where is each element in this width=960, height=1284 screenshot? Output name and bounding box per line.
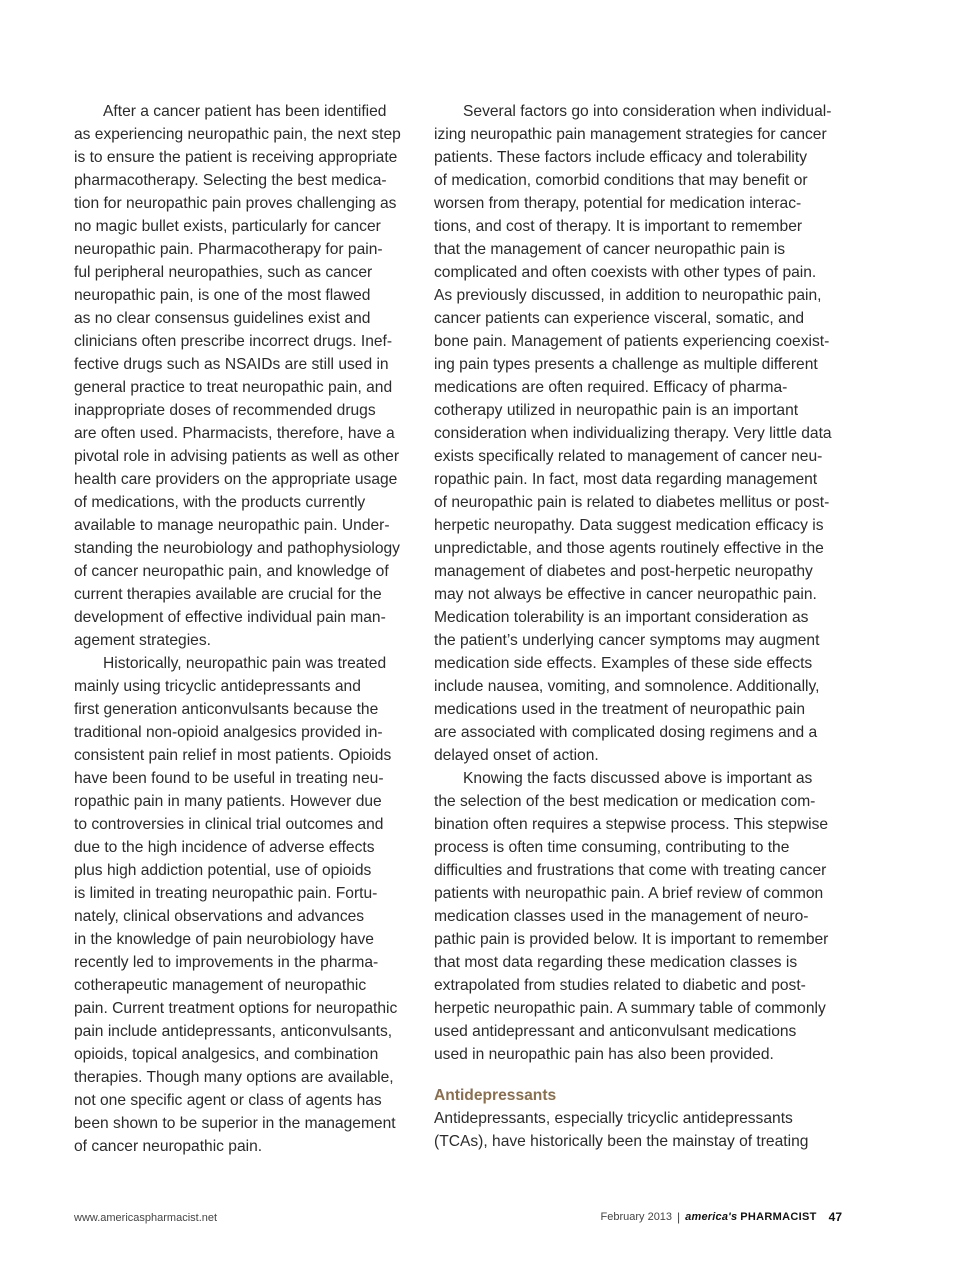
- text-line: recently led to improvements in the pharma-: [74, 954, 379, 971]
- text-line: nately, clinical observations and advances: [74, 908, 365, 925]
- text-line: After a cancer patient has been identified: [103, 103, 387, 120]
- text-line: complicated and often coexists with other types of pain.: [434, 264, 817, 281]
- text-line: medication side effects. Examples of these side effects: [434, 655, 813, 672]
- text-line: cotherapeutic management of neuropathic: [74, 977, 367, 994]
- text-line: medication classes used in the management of neuro-: [434, 908, 809, 925]
- text-line: As previously discussed, in addition to neuropathic pain,: [434, 287, 822, 304]
- text-line: have been found to be useful in treating neu-: [74, 770, 384, 787]
- text-line: process is often time consuming, contributing to the: [434, 839, 790, 856]
- text-line: are often used. Pharmacists, therefore, have a: [74, 425, 395, 442]
- text-line: bination often requires a stepwise process. This stepwise: [434, 816, 829, 833]
- text-line: cancer patients can experience visceral, somatic, and: [434, 310, 805, 327]
- text-line: neuropathic pain, is one of the most flawed: [74, 287, 371, 304]
- text-line: medications used in the treatment of neuropathic pain: [434, 701, 806, 718]
- text-line: not one specific agent or class of agents has: [74, 1092, 382, 1109]
- text-line: traditional non-opioid analgesics provided in-: [74, 724, 383, 741]
- text-line: due to the high incidence of adverse effects: [74, 839, 375, 856]
- text-line: of cancer neuropathic pain.: [74, 1138, 263, 1155]
- text-line: of medication, comorbid conditions that may benefit or: [434, 172, 808, 189]
- text-line: patients. These factors include efficacy and tolerability: [434, 149, 808, 166]
- text-line: is to ensure the patient is receiving appropriate: [74, 149, 398, 166]
- text-line: ful peripheral neuropathies, such as cancer: [74, 264, 373, 281]
- text-line: patients with neuropathic pain. A brief review of common: [434, 885, 824, 902]
- text-line: available to manage neuropathic pain. Under-: [74, 517, 390, 534]
- text-line: medications are often required. Efficacy of pharma-: [434, 379, 788, 396]
- page-footer: [74, 1210, 842, 1228]
- text-line: bone pain. Management of patients experiencing coexist-: [434, 333, 830, 350]
- issue-date: February 2013: [600, 1211, 673, 1223]
- section-spacer: [434, 1066, 844, 1084]
- text-line: mainly using tricyclic antidepressants and: [74, 678, 361, 695]
- text-line: delayed onset of action.: [434, 747, 599, 764]
- text-line: worsen from therapy, potential for medication interac-: [434, 195, 802, 212]
- text-line: ropathic pain in many patients. However due: [74, 793, 382, 810]
- text-line: Antidepressants, especially tricyclic antidepressants: [434, 1110, 793, 1127]
- text-line: plus high addiction potential, use of opioids: [74, 862, 372, 879]
- text-line: general practice to treat neuropathic pain, and: [74, 379, 393, 396]
- text-line: pain. Current treatment options for neuropathic: [74, 1000, 398, 1017]
- text-line: pharmacotherapy. Selecting the best medica-: [74, 172, 387, 189]
- text-line: are associated with complicated dosing regimens and a: [434, 724, 818, 741]
- text-line: agement strategies.: [74, 632, 211, 649]
- text-line: of cancer neuropathic pain, and knowledge of: [74, 563, 389, 580]
- text-line: herpetic neuropathy. Data suggest medication efficacy is: [434, 517, 824, 534]
- text-line: (TCAs), have historically been the mainstay of treating: [434, 1133, 809, 1150]
- text-line: ing pain types presents a challenge as multiple different: [434, 356, 818, 373]
- text-line: no magic bullet exists, particularly for cancer: [74, 218, 381, 235]
- text-line: used in neuropathic pain has also been provided.: [434, 1046, 774, 1063]
- text-line: tions, and cost of therapy. It is important to remember: [434, 218, 803, 235]
- text-line: as experiencing neuropathic pain, the next step: [74, 126, 401, 143]
- text-line: the selection of the best medication or medication com-: [434, 793, 816, 810]
- text-line: difficulties and frustrations that come with treating cancer: [434, 862, 827, 879]
- text-line: consistent pain relief in most patients. Opioids: [74, 747, 392, 764]
- left-column: [74, 100, 416, 1158]
- text-line: neuropathic pain. Pharmacotherapy for pain-: [74, 241, 383, 258]
- section-heading: Antidepressants: [434, 1087, 557, 1104]
- text-line: fective drugs such as NSAIDs are still used in: [74, 356, 389, 373]
- magazine-logo-part1: america's: [685, 1211, 738, 1223]
- text-line: health care providers on the appropriate usage: [74, 471, 398, 488]
- text-line: tion for neuropathic pain proves challenging as: [74, 195, 397, 212]
- text-line: pain include antidepressants, anticonvulsants,: [74, 1023, 393, 1040]
- text-line: herpetic neuropathic pain. A summary table of commonly: [434, 1000, 826, 1017]
- footer-separator: |: [677, 1210, 681, 1224]
- text-line: extrapolated from studies related to diabetic and post-: [434, 977, 806, 994]
- text-line: to controversies in clinical trial outcomes and: [74, 816, 384, 833]
- text-line: is limited in treating neuropathic pain. Fortu-: [74, 885, 378, 902]
- text-line: used antidepressant and anticonvulsant medications: [434, 1023, 797, 1040]
- text-line: been shown to be superior in the management: [74, 1115, 396, 1132]
- text-line: exists specifically related to management of cancer neu-: [434, 448, 823, 465]
- text-line: that most data regarding these medication classes is: [434, 954, 798, 971]
- footer-info: [601, 1210, 843, 1224]
- text-line: Several factors go into consideration when individual-: [463, 103, 832, 120]
- right-column: [434, 100, 844, 1153]
- magazine-logo-part2: PHARMACIST: [740, 1211, 817, 1223]
- text-line: standing the neurobiology and pathophysiology: [74, 540, 400, 557]
- text-line: izing neuropathic pain management strategies for cancer: [434, 126, 827, 143]
- text-line: consideration when individualizing therapy. Very little data: [434, 425, 832, 442]
- text-line: that the management of cancer neuropathic pain is: [434, 241, 786, 258]
- text-line: therapies. Though many options are available,: [74, 1069, 394, 1086]
- text-line: current therapies available are crucial for the: [74, 586, 382, 603]
- text-line: opioids, topical analgesics, and combination: [74, 1046, 379, 1063]
- text-line: management of diabetes and post-herpetic neuropathy: [434, 563, 813, 580]
- text-line: as no clear consensus guidelines exist and: [74, 310, 371, 327]
- text-line: of medications, with the products currently: [74, 494, 366, 511]
- footer-url[interactable]: www.americaspharmacist.net: [74, 1212, 218, 1224]
- text-line: ropathic pain. In fact, most data regarding management: [434, 471, 818, 488]
- text-line: cotherapy utilized in neuropathic pain is an important: [434, 402, 799, 419]
- text-line: Medication tolerability is an important consideration as: [434, 609, 809, 626]
- text-line: first generation anticonvulsants because the: [74, 701, 379, 718]
- text-line: of neuropathic pain is related to diabetes mellitus or post-: [434, 494, 830, 511]
- text-line: clinicians often prescribe incorrect drugs. Inef-: [74, 333, 393, 350]
- text-line: include nausea, vomiting, and somnolence. Additionally,: [434, 678, 820, 695]
- text-line: unpredictable, and those agents routinely effective in the: [434, 540, 824, 557]
- text-line: in the knowledge of pain neurobiology have: [74, 931, 374, 948]
- text-line: inappropriate doses of recommended drugs: [74, 402, 376, 419]
- text-line: pathic pain is provided below. It is important to remember: [434, 931, 829, 948]
- text-line: development of effective individual pain man-: [74, 609, 386, 626]
- text-line: may not always be effective in cancer neuropathic pain.: [434, 586, 817, 603]
- text-line: Historically, neuropathic pain was treated: [103, 655, 387, 672]
- text-line: pivotal role in advising patients as well as other: [74, 448, 400, 465]
- page-number: 47: [828, 1210, 842, 1224]
- text-line: the patient’s underlying cancer symptoms may augment: [434, 632, 820, 649]
- text-line: Knowing the facts discussed above is important as: [463, 770, 813, 787]
